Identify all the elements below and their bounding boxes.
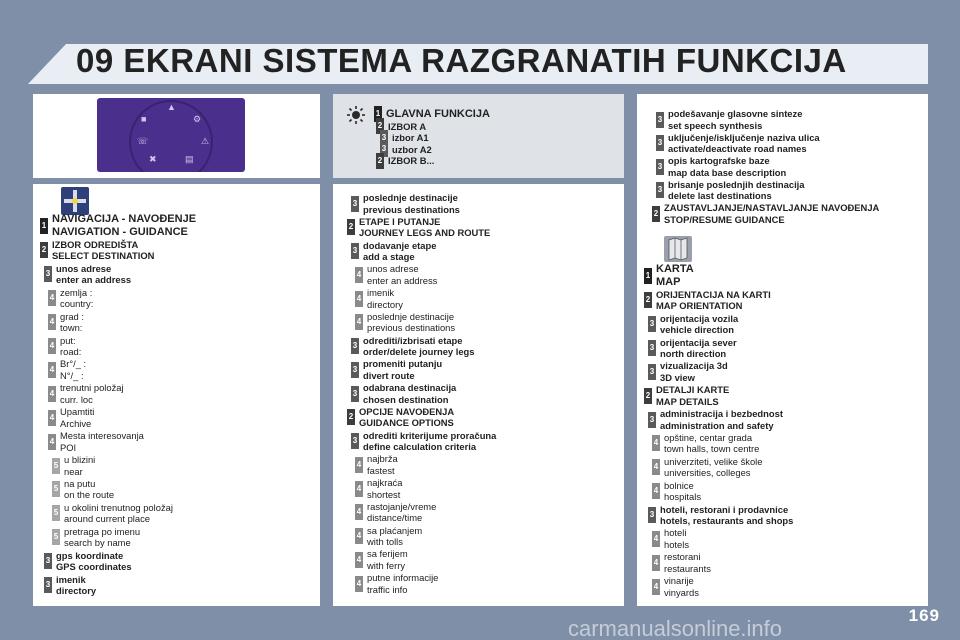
sun-icon xyxy=(346,105,366,125)
level-badge-4: 4 xyxy=(355,457,363,473)
menu-item-text: hospitals xyxy=(664,491,702,503)
level-badge-2: 2 xyxy=(644,388,652,404)
settings-icon: ⚙ xyxy=(193,114,202,124)
map-folded-icon xyxy=(664,236,692,262)
menu-item-text: town: xyxy=(60,322,83,334)
phone-icon: ☏ xyxy=(137,136,149,146)
menu-item-text: near xyxy=(64,465,83,477)
menu-item-text: odrediti/izbrisati etape xyxy=(363,334,463,346)
level-badge-3: 3 xyxy=(351,196,359,212)
menu-item-text: podešavanje glasovne sinteze xyxy=(668,108,803,119)
menu-item-text: restorani xyxy=(664,551,701,563)
menu-item-text: sa plaćanjem xyxy=(367,524,423,536)
level-badge-3: 3 xyxy=(656,135,664,151)
menu-item-text: u blizini xyxy=(64,454,96,465)
level-badge-3: 3 xyxy=(351,433,359,449)
level-badge-4: 4 xyxy=(355,291,363,307)
menu-item-text: shortest xyxy=(367,488,401,500)
menu-item-text: distance/time xyxy=(367,512,423,524)
menu-item-text: IZBOR B... xyxy=(388,155,435,166)
page-title: 09 EKRANI SISTEMA RAZGRANATIH FUNKCIJA xyxy=(76,42,847,79)
menu-item-text: 3D view xyxy=(660,371,695,383)
menu-item-text: brisanje poslednjih destinacija xyxy=(668,178,805,190)
display-screen-icon xyxy=(97,98,245,172)
media-icon: ■ xyxy=(141,114,147,124)
menu-item-text: na putu xyxy=(64,477,96,489)
menu-item-text: sa ferijem xyxy=(367,548,408,560)
menu-item-text: ORIJENTACIJA NA KARTI xyxy=(656,288,771,300)
menu-item-text: DETALJI KARTE xyxy=(656,384,730,396)
menu-item-text: curr. loc xyxy=(60,393,93,405)
level-badge-4: 4 xyxy=(48,362,56,378)
menu-item-text: hotels, restaurants and shops xyxy=(660,515,794,526)
level-badge-3: 3 xyxy=(648,340,656,356)
menu-item-text: ZAUSTAVLJANJE/NASTAVLJANJE NAVOĐENJA xyxy=(664,202,880,213)
menu-item-text: N°/_ : xyxy=(60,369,84,381)
menu-item-text: enter an address xyxy=(367,274,438,286)
level-badge-5: 5 xyxy=(52,458,60,474)
menu-item-text: MAP DETAILS xyxy=(656,395,719,407)
menu-item-text: MAP xyxy=(656,275,681,288)
menu-item-text: activate/deactivate road names xyxy=(668,143,807,154)
level-badge-3: 3 xyxy=(380,141,388,157)
level-badge-3: 3 xyxy=(380,130,388,146)
menu-item-text: unos adrese xyxy=(56,262,112,274)
menu-item-text: orijentacija vozila xyxy=(660,312,739,324)
menu-item-text: set speech synthesis xyxy=(668,119,763,131)
menu-item-text: imenik xyxy=(56,573,86,585)
level-badge-3: 3 xyxy=(648,412,656,428)
level-badge-4: 4 xyxy=(355,314,363,330)
menu-item-text: hotels xyxy=(664,538,690,550)
menu-item-text: STOP/RESUME GUIDANCE xyxy=(664,213,785,225)
level-badge-4: 4 xyxy=(355,528,363,544)
menu-item-text: GPS coordinates xyxy=(56,561,132,573)
level-badge-3: 3 xyxy=(44,577,52,593)
menu-item-text: enter an address xyxy=(56,274,132,286)
level-badge-4: 4 xyxy=(355,504,363,520)
menu-item-text: orijentacija sever xyxy=(660,336,737,348)
level-badge-1: 1 xyxy=(644,268,652,284)
menu-item-text: administration and safety xyxy=(660,419,774,431)
menu-item-text: on the route xyxy=(64,489,115,501)
level-badge-4: 4 xyxy=(48,434,56,450)
map-icon: ▤ xyxy=(185,154,194,164)
menu-item-text: country: xyxy=(60,298,94,310)
menu-item-text: restaurants xyxy=(664,562,711,574)
menu-item-text: GLAVNA FUNKCIJA xyxy=(386,108,490,120)
level-badge-1: 1 xyxy=(40,218,48,234)
menu-item-text: Br°/_ : xyxy=(60,358,87,370)
menu-item-text: putne informacije xyxy=(367,572,439,583)
menu-item-text: trenutni položaj xyxy=(60,382,124,394)
menu-item-text: vizualizacija 3d xyxy=(660,360,728,372)
menu-item-text: poslednje destinacije xyxy=(363,192,458,203)
level-badge-2: 2 xyxy=(347,409,355,425)
level-badge-4: 4 xyxy=(48,386,56,402)
menu-item-text: IZBOR ODREDIŠTA xyxy=(52,238,139,250)
menu-item-text: gps koordinate xyxy=(56,549,124,561)
menu-item-text: hoteli, restorani i prodavnice xyxy=(660,503,789,515)
menu-item-text: MAP ORIENTATION xyxy=(656,300,743,312)
level-badge-3: 3 xyxy=(44,266,52,282)
tools-icon: ✖ xyxy=(149,154,157,164)
menu-item-text: NAVIGATION - GUIDANCE xyxy=(52,225,188,238)
menu-item-text: town halls, town centre xyxy=(664,443,760,455)
level-badge-2: 2 xyxy=(376,118,384,134)
menu-item-text: u okolini trenutnog položaj xyxy=(64,501,173,513)
menu-item-text: odabrana destinacija xyxy=(363,382,457,393)
menu-item-text: univerziteti, velike škole xyxy=(664,455,763,467)
menu-item-text: previous destinations xyxy=(367,322,456,334)
menu-item-text: pretraga po imenu xyxy=(64,525,141,537)
level-badge-3: 3 xyxy=(44,553,52,569)
menu-item-text: KARTA xyxy=(656,263,694,275)
menu-item-text: define calculation criteria xyxy=(363,441,477,452)
level-badge-4: 4 xyxy=(48,338,56,354)
level-badge-4: 4 xyxy=(355,552,363,568)
level-badge-3: 3 xyxy=(351,338,359,354)
menu-item-text: bolnice xyxy=(664,479,694,491)
level-badge-3: 3 xyxy=(648,507,656,523)
level-badge-4: 4 xyxy=(652,579,660,595)
menu-item-text: najbrža xyxy=(367,453,398,465)
menu-item-text: directory xyxy=(56,585,97,596)
menu-item-text: SELECT DESTINATION xyxy=(52,250,155,262)
level-badge-4: 4 xyxy=(652,531,660,547)
menu-item-text: promeniti putanju xyxy=(363,358,443,370)
menu-item-text: Upamtiti xyxy=(60,406,95,418)
menu-item-text: around current place xyxy=(64,513,150,525)
menu-item-text: Archive xyxy=(60,417,92,429)
menu-item-text: vinarije xyxy=(664,575,694,587)
menu-item-text: road: xyxy=(60,346,82,357)
menu-item-text: divert route xyxy=(363,369,415,381)
level-badge-4: 4 xyxy=(652,483,660,499)
menu-item-text: NAVIGACIJA - NAVOĐENJE xyxy=(52,213,197,225)
menu-item-text: add a stage xyxy=(363,251,415,262)
menu-item-text: map data base description xyxy=(668,166,787,178)
menu-item-text: POI xyxy=(60,441,77,453)
level-badge-3: 3 xyxy=(351,362,359,378)
level-badge-3: 3 xyxy=(351,386,359,402)
level-badge-1: 1 xyxy=(374,106,382,122)
level-badge-5: 5 xyxy=(52,529,60,545)
menu-item-text: IZBOR A xyxy=(388,120,427,132)
level-badge-3: 3 xyxy=(648,316,656,332)
menu-item-text: unos adrese xyxy=(367,263,419,275)
level-badge-4: 4 xyxy=(355,576,363,592)
level-badge-3: 3 xyxy=(656,159,664,175)
menu-item-text: zemlja : xyxy=(60,286,93,298)
traffic-icon: ⚠ xyxy=(201,136,210,146)
menu-item-text: chosen destination xyxy=(363,393,449,405)
navigation-icon: ▲ xyxy=(167,102,176,112)
level-badge-4: 4 xyxy=(355,267,363,283)
menu-item-text: hoteli xyxy=(664,527,687,539)
menu-item-text: JOURNEY LEGS AND ROUTE xyxy=(359,227,491,239)
level-badge-5: 5 xyxy=(52,481,60,497)
level-badge-3: 3 xyxy=(351,243,359,259)
menu-item-text: uključenje/isključenje naziva ulica xyxy=(668,131,820,143)
level-badge-4: 4 xyxy=(652,435,660,451)
level-badge-4: 4 xyxy=(48,314,56,330)
menu-item-text: vinyards xyxy=(664,586,699,598)
menu-item-text: Mesta interesovanja xyxy=(60,430,144,442)
menu-item-text: poslednje destinacije xyxy=(367,310,455,322)
menu-item-text: north direction xyxy=(660,348,727,360)
level-badge-3: 3 xyxy=(656,112,664,128)
menu-item-text: universities, colleges xyxy=(664,467,751,479)
menu-item-text: grad : xyxy=(60,310,84,322)
level-badge-4: 4 xyxy=(48,290,56,306)
menu-item-text: with tolls xyxy=(367,536,403,547)
watermark-text: carmanualsonline.info xyxy=(568,616,783,640)
menu-item-text: search by name xyxy=(64,537,131,549)
menu-item-text: delete last destinations xyxy=(668,190,772,201)
menu-item-text: najkraća xyxy=(367,477,403,488)
menu-item-text: imenik xyxy=(367,287,395,298)
level-badge-2: 2 xyxy=(376,153,384,169)
level-badge-3: 3 xyxy=(648,364,656,380)
menu-item-text: vehicle direction xyxy=(660,324,734,336)
menu-item-text: directory xyxy=(367,298,403,310)
page-number: 169 xyxy=(908,606,940,625)
menu-item-text: order/delete journey legs xyxy=(363,346,475,357)
level-badge-2: 2 xyxy=(644,292,652,308)
menu-item-text: with ferry xyxy=(367,559,406,571)
menu-item-text: ETAPE I PUTANJE xyxy=(359,215,441,227)
menu-item-text: fastest xyxy=(367,464,395,476)
level-badge-4: 4 xyxy=(355,481,363,497)
level-badge-4: 4 xyxy=(48,410,56,426)
menu-item-text: odrediti kriterijume proračuna xyxy=(363,429,497,441)
level-badge-2: 2 xyxy=(40,242,48,258)
menu-item-text: opis kartografske baze xyxy=(668,155,770,166)
menu-item-text: administracija i bezbednost xyxy=(660,408,783,420)
menu-item-text: previous destinations xyxy=(363,203,460,215)
menu-item-text: opštine, centar grada xyxy=(664,431,753,443)
menu-item-text: dodavanje etape xyxy=(363,239,437,251)
navigation-cross-icon xyxy=(61,187,89,215)
level-badge-5: 5 xyxy=(52,505,60,521)
menu-item-text: izbor A1 xyxy=(392,132,429,143)
level-badge-3: 3 xyxy=(656,182,664,198)
menu-item-text: GUIDANCE OPTIONS xyxy=(359,417,454,429)
level-badge-2: 2 xyxy=(652,206,660,222)
menu-item-text: OPCIJE NAVOĐENJA xyxy=(359,405,455,417)
level-badge-4: 4 xyxy=(652,459,660,475)
menu-item-text: put: xyxy=(60,334,76,346)
level-badge-4: 4 xyxy=(652,555,660,571)
level-badge-2: 2 xyxy=(347,219,355,235)
menu-item-text: traffic info xyxy=(367,583,408,595)
menu-item-text: uzbor A2 xyxy=(392,143,432,155)
menu-item-text: rastojanje/vreme xyxy=(367,500,437,512)
